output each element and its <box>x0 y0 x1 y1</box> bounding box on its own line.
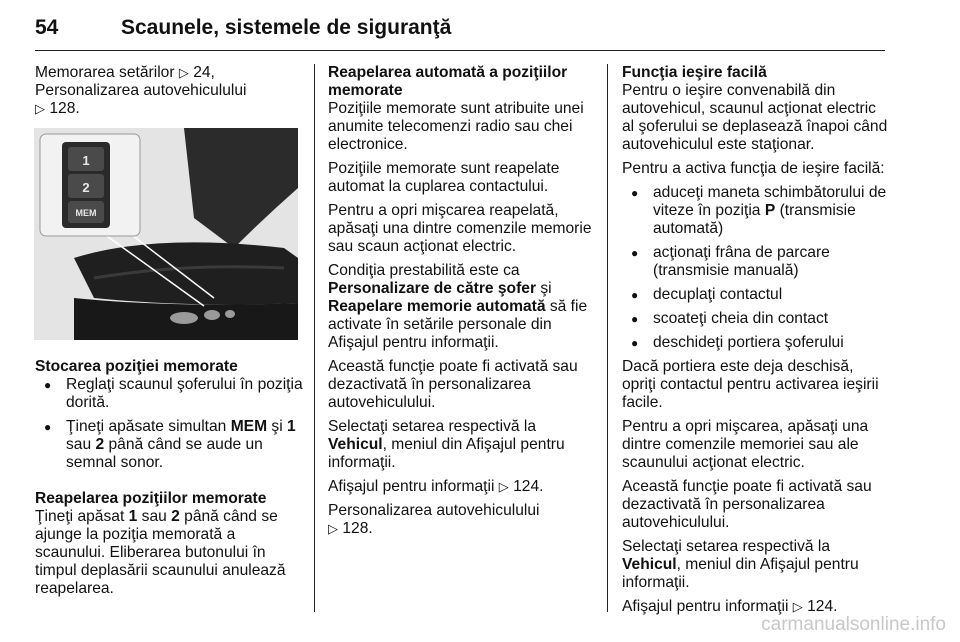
page-reference-arrow-icon: ▷ <box>792 599 803 614</box>
list-item: ● Reglaţi scaunul şoferului în poziţia dorită. <box>35 376 303 412</box>
recall-heading: Reapelarea poziţiilor memorate <box>35 490 267 507</box>
page-reference-arrow-icon: ▷ <box>178 65 189 80</box>
seat-illustration <box>34 128 298 340</box>
intro-paragraph: Memorarea setărilor ▷ 24, Personalizarea autovehiculului ▷ 128. <box>35 64 247 117</box>
column-left <box>35 64 303 604</box>
paragraph: Selectaţi setarea respectivă la Vehicul, meniul din Afişajul pentru informaţii. <box>328 418 565 471</box>
list-item: ● scoateţi cheia din contact <box>622 310 890 328</box>
page-reference-arrow-icon: ▷ <box>35 101 45 116</box>
page-number: 54 <box>35 16 59 39</box>
seat-memory-figure <box>34 128 298 340</box>
list-item: ● decuplaţi contactul <box>622 286 890 304</box>
paragraph: Pentru a opri mişcarea reapelată, apăsaţi una dintre comenzile memorie sau scaun acţionat electric. <box>328 202 592 255</box>
store-list <box>35 376 303 472</box>
column-middle <box>328 64 596 544</box>
easy-exit-list <box>622 184 890 352</box>
paragraph: Dacă portiera este deja deschisă, opriţi contactul pentru activarea ieşirii facile. <box>622 358 879 411</box>
paragraph: Poziţiile memorate sunt atribuite unei anumite telecomenzi radio sau chei electronice. <box>328 100 584 153</box>
list-item: ● acţionaţi frâna de parcare (transmisie manuală) <box>622 244 890 280</box>
paragraph: Pentru a activa funcţia de ieşire facilă: <box>622 160 885 177</box>
paragraph: Pentru o ieşire convenabilă din autovehicul, scaunul acţionat electric al şoferului se deplasează înapoi când autovehiculul este staţionar. <box>622 82 888 153</box>
paragraph: Această funcţie poate fi activată sau dezactivată în personalizarea autovehiculului. <box>328 358 578 411</box>
column-right <box>622 64 890 622</box>
paragraph: Condiţia prestabilită este ca Personalizare de către şofer şi Reapelare memorie automată să fie activate în setările personale din Afişajul pentru informaţii. <box>328 262 588 351</box>
memory-button-mem: MEM <box>75 208 97 218</box>
auto-recall-heading: Reapelarea automată a poziţiilor memorate <box>328 64 568 99</box>
paragraph: Pentru a opri mişcarea, apăsaţi una dintre comenzile memoriei sau ale scaunului acţionat electric. <box>622 418 869 471</box>
page-reference-arrow-icon: ▷ <box>498 479 509 494</box>
watermark: carmanualsonline.info <box>761 614 946 635</box>
recall-paragraph: Ţineţi apăsat 1 sau 2 până când se ajunge la poziţia memorată a scaunului. Eliberarea butonului în timpul deplasării scaunului anulează reapelarea. <box>35 508 286 597</box>
paragraph: Selectaţi setarea respectivă la Vehicul, meniul din Afişajul pentru informaţii. <box>622 538 859 591</box>
memory-button-1: 1 <box>82 153 90 168</box>
paragraph: Afişajul pentru informaţii ▷ 124. <box>328 478 544 495</box>
store-heading: Stocarea poziţiei memorate <box>35 358 238 375</box>
paragraph: Personalizarea autovehiculului ▷ 128. <box>328 502 540 537</box>
memory-button-2: 2 <box>82 180 90 195</box>
column-divider <box>607 64 608 612</box>
paragraph: Poziţiile memorate sunt reapelate automat la cuplarea contactului. <box>328 160 560 195</box>
list-item: ● aduceţi maneta schimbătorului de viteze în poziţia P (transmisie automată) <box>622 184 890 238</box>
paragraph: Afişajul pentru informaţii ▷ 124. <box>622 598 838 615</box>
page-title: Scaunele, sistemele de siguranţă <box>121 16 452 39</box>
easy-exit-heading: Funcţia ieşire facilă <box>622 64 767 81</box>
paragraph: Această funcţie poate fi activată sau dezactivată în personalizarea autovehiculului. <box>622 478 872 531</box>
page-reference-arrow-icon: ▷ <box>328 521 338 536</box>
column-divider <box>314 64 315 612</box>
list-item: ● Ţineţi apăsate simultan MEM şi 1 sau 2 până când se aude un semnal sonor. <box>35 418 303 472</box>
page-header <box>35 16 885 51</box>
list-item: ● deschideţi portiera şoferului <box>622 334 890 352</box>
